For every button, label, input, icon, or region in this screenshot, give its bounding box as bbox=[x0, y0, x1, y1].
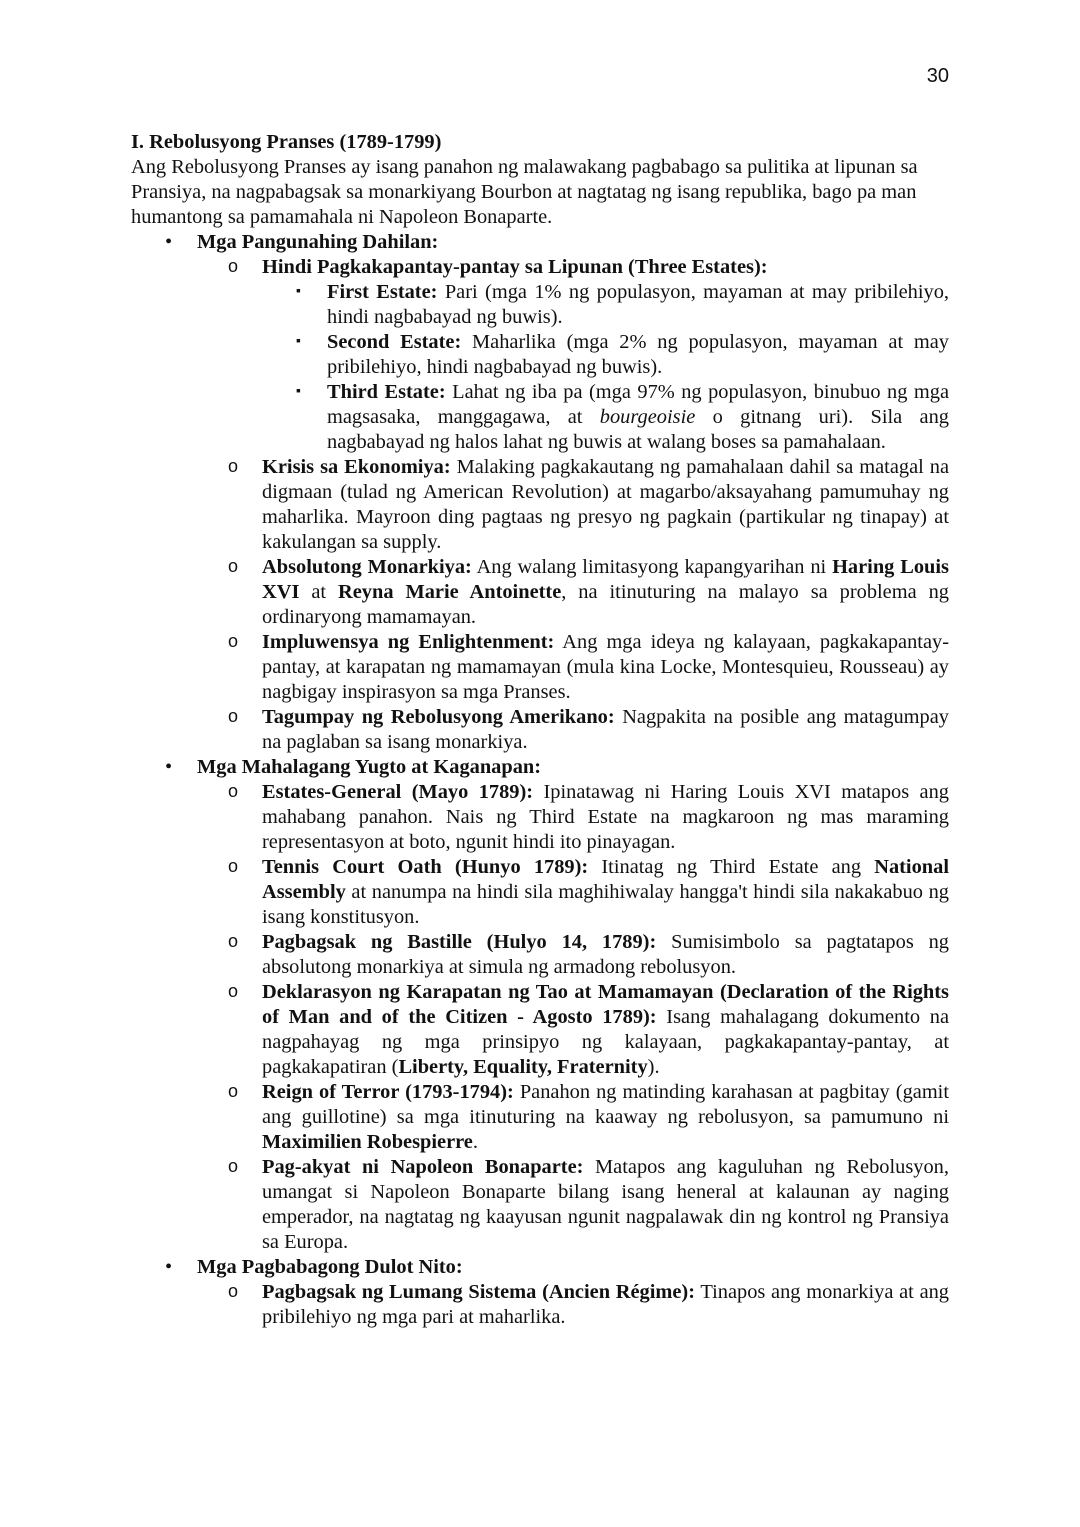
square-bullet-icon: ▪ bbox=[296, 334, 301, 349]
list-item-monarchy bbox=[131, 555, 949, 630]
terror-text-a: Panahon ng matinding karahasan at pagbitay (gamit ang guillotine) sa mga itinuturing na kaaway ng rebolusyon, sa pamumuno ni bbox=[262, 1081, 950, 1128]
enlightenment-label: Impluwensya ng Enlightenment: bbox=[262, 631, 555, 653]
tennis-court-text-b: at nanumpa na hindi sila maghihiwalay hangga't hindi sila nakakabuo ng isang konstitusyon. bbox=[262, 881, 949, 928]
main-list bbox=[131, 230, 949, 1330]
circle-bullet-icon: o bbox=[228, 856, 239, 876]
bullet-icon: • bbox=[165, 1256, 173, 1278]
intro-paragraph: Ang Rebolusyong Pranses ay isang panahon ng malawakang pagbabago sa pulitika at lipunan sa Pransiya, na nagpabagsak sa monarkiyang Bourbon at nagtatag ng isang republika, bago pa man humantong sa pamamahala ni Napoleon Bonaparte. bbox=[131, 156, 918, 228]
american-label: Tagumpay ng Rebolusyong Amerikano: bbox=[262, 706, 615, 728]
page-number: 30 bbox=[926, 65, 949, 87]
declaration-text-b: ). bbox=[647, 1056, 660, 1078]
american-text: Nagpakita na posible ang matagumpay na paglaban sa isang monarkiya. bbox=[262, 706, 949, 753]
terror-label: Reign of Terror (1793-1794): bbox=[262, 1081, 514, 1103]
circle-bullet-icon: o bbox=[228, 1081, 239, 1101]
estates-general-label: Estates-General (Mayo 1789): bbox=[262, 781, 534, 803]
circle-bullet-icon: o bbox=[228, 256, 239, 276]
list-item-napoleon bbox=[131, 1155, 949, 1255]
list-item-bastille bbox=[131, 930, 949, 980]
second-estate-label: Second Estate: bbox=[327, 331, 462, 353]
circle-bullet-icon: o bbox=[228, 631, 239, 651]
ancien-label: Pagbagsak ng Lumang Sistema (Ancien Régime): bbox=[262, 1281, 696, 1303]
tennis-court-label: Tennis Court Oath (Hunyo 1789): bbox=[262, 856, 589, 878]
inequality-title: Hindi Pagkakapantay-pantay sa Lipunan (Three Estates): bbox=[262, 256, 768, 278]
list-item-ancien bbox=[131, 1280, 949, 1330]
third-estate-text-a: Lahat ng iba pa (mga 97% ng populasyon, binubuo ng mga magsasaka, manggagawa, at bbox=[327, 381, 950, 428]
list-item-tennis-court bbox=[131, 855, 949, 930]
ancien-text: Tinapos ang monarkiya at ang pribilehiyo ng mga pari at maharlika. bbox=[262, 1281, 950, 1328]
monarchy-text-a: Ang walang limitasyong kapangyarihan ni bbox=[471, 556, 833, 578]
first-estate-text: Pari (mga 1% ng populasyon, mayaman at may pribilehiyo, hindi nagbabayad ng buwis). bbox=[327, 281, 949, 328]
circle-bullet-icon: o bbox=[228, 706, 239, 726]
declaration-text-a: Isang mahalagang dokumento na nagpahayag ng mga prinsipyo ng kalayaan, pagkakapantay-pantay, at pagkakapatiran ( bbox=[262, 1006, 949, 1078]
square-bullet-icon: ▪ bbox=[296, 284, 301, 299]
list-item-enlightenment bbox=[131, 630, 949, 705]
monarchy-label: Absolutong Monarkiya: bbox=[262, 556, 472, 578]
list-item-first-estate bbox=[131, 280, 949, 330]
third-estate-label: Third Estate: bbox=[327, 381, 446, 403]
list-item-estates-general bbox=[131, 780, 949, 855]
effects-heading: Mga Pagbabagong Dulot Nito: bbox=[197, 1256, 463, 1278]
causes-heading: Mga Pangunahing Dahilan: bbox=[197, 231, 439, 253]
bullet-icon: • bbox=[165, 231, 173, 253]
enlightenment-text: Ang mga ideya ng kalayaan, pagkakapantay-pantay, at karapatan ng mamamayan (mula kina Locke, Montesquieu, Rousseau) ay nagbigay inspirasyon sa mga Pranses. bbox=[262, 631, 949, 703]
second-estate-text: Maharlika (mga 2% ng populasyon, mayaman at may pribilehiyo, hindi nagbabayad ng buwis). bbox=[327, 331, 949, 378]
list-item-declaration bbox=[131, 980, 949, 1080]
tennis-court-text-a: Itinatag ng Third Estate ang bbox=[588, 856, 875, 878]
bastille-text: Sumisimbolo sa pagtatapos ng absolutong monarkiya at simula ng armadong rebolusyon. bbox=[262, 931, 949, 978]
list-item-inequality bbox=[131, 255, 949, 280]
circle-bullet-icon: o bbox=[228, 981, 239, 1001]
economy-text: Malaking pagkakautang ng pamahalaan dahil sa matagal na digmaan (tulad ng American Revolution) at magarbo/aksayahang pamumuhay ng maharlika. Mayroon ding pagtaas ng presyo ng pagkain (partikular ng tinapay) at kakulangan sa supply. bbox=[262, 456, 949, 553]
tennis-court-bold: National Assembly bbox=[262, 856, 949, 903]
list-item-terror bbox=[131, 1080, 949, 1155]
circle-bullet-icon: o bbox=[228, 781, 239, 801]
list-item-events bbox=[131, 755, 949, 780]
first-estate-label: First Estate: bbox=[327, 281, 438, 303]
monarchy-text-c: , na itinuturing na malayo sa problema ng ordinaryong mamamayan. bbox=[262, 581, 949, 628]
circle-bullet-icon: o bbox=[228, 456, 239, 476]
bullet-icon: • bbox=[165, 756, 173, 778]
list-item-economy bbox=[131, 455, 949, 555]
section-title: I. Rebolusyong Pranses (1789-1799) bbox=[131, 131, 442, 153]
napoleon-label: Pag-akyat ni Napoleon Bonaparte: bbox=[262, 1156, 584, 1178]
circle-bullet-icon: o bbox=[228, 1156, 239, 1176]
napoleon-text: Matapos ang kaguluhan ng Rebolusyon, umangat si Napoleon Bonaparte bilang isang heneral at kalaunan ay naging emperador, na nagtatag ng kaayusan ngunit nagpalawak din ng kontrol ng Pransiya sa Europa. bbox=[262, 1156, 949, 1253]
monarchy-king: Haring Louis XVI bbox=[262, 556, 949, 603]
circle-bullet-icon: o bbox=[228, 931, 239, 951]
monarchy-queen: Reyna Marie Antoinette bbox=[338, 581, 562, 603]
list-item-causes bbox=[131, 230, 949, 255]
economy-label: Krisis sa Ekonomiya: bbox=[262, 456, 451, 478]
estates-general-text: Ipinatawag ni Haring Louis XVI matapos ang mahabang panahon. Nais ng Third Estate na magkaroon ng mas maraming representasyon at boto, ngunit hindi ito pinayagan. bbox=[262, 781, 949, 853]
terror-text-b: . bbox=[472, 1131, 478, 1153]
declaration-bold: Liberty, Equality, Fraternity bbox=[398, 1056, 648, 1078]
list-item-third-estate bbox=[131, 380, 949, 455]
circle-bullet-icon: o bbox=[228, 556, 239, 576]
events-heading: Mga Mahalagang Yugto at Kaganapan: bbox=[197, 756, 542, 778]
list-item-second-estate bbox=[131, 330, 949, 380]
square-bullet-icon: ▪ bbox=[296, 384, 301, 399]
circle-bullet-icon: o bbox=[228, 1281, 239, 1301]
declaration-label: Deklarasyon ng Karapatan ng Tao at Mamamayan (Declaration of the Rights of Man and of the Citizen - Agosto 1789): bbox=[262, 981, 949, 1028]
third-estate-text-b: o gitnang uri). Sila ang nagbabayad ng halos lahat ng buwis at walang boses sa pamahalaan. bbox=[327, 406, 949, 453]
third-estate-italic: bourgeoisie bbox=[599, 406, 696, 428]
bastille-label: Pagbagsak ng Bastille (Hulyo 14, 1789): bbox=[262, 931, 657, 953]
terror-bold: Maximilien Robespierre bbox=[262, 1131, 473, 1153]
list-item-effects bbox=[131, 1255, 949, 1280]
monarchy-text-b: at bbox=[299, 581, 339, 603]
list-item-american bbox=[131, 705, 949, 755]
